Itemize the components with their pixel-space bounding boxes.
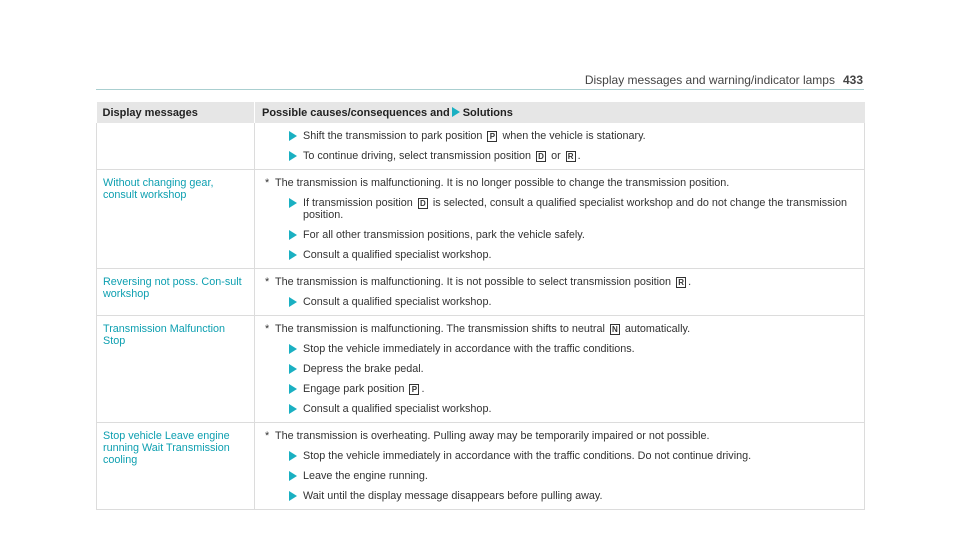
solution-step: Consult a qualified specialist workshop. [261, 249, 858, 261]
gear-r-symbol: R [676, 277, 686, 288]
solution-step: Stop the vehicle immediately in accordance with the traffic conditions. [261, 343, 858, 355]
gear-n-symbol: N [610, 324, 620, 335]
page-number: 433 [842, 73, 863, 87]
message-cell: Transmission Malfunction Stop [97, 316, 255, 423]
arrow-right-icon [289, 230, 297, 240]
asterisk-bullet: * [265, 276, 270, 288]
table-row [97, 316, 865, 423]
gear-p-symbol: P [487, 131, 497, 142]
arrow-right-icon [289, 364, 297, 374]
solution-step: To continue driving, select transmission position D or R . [261, 150, 858, 162]
arrow-right-icon [289, 198, 297, 208]
description-cell [255, 269, 865, 316]
table-row [97, 170, 865, 269]
col-header-solutions-label: Solutions [462, 106, 513, 119]
header-rule [96, 89, 864, 90]
description-cell [255, 423, 865, 510]
solution-step: Leave the engine running. [261, 470, 858, 482]
arrow-right-icon [289, 344, 297, 354]
table-header-row [97, 102, 865, 123]
solution-step: Stop the vehicle immediately in accordance with the traffic conditions. Do not continue driving. [261, 450, 858, 462]
table-row [97, 123, 865, 170]
arrow-right-icon [289, 451, 297, 461]
arrow-right-icon [289, 384, 297, 394]
arrow-right-icon [289, 151, 297, 161]
solution-step: Wait until the display message disappears before pulling away. [261, 490, 858, 502]
description-cell [255, 170, 865, 269]
table-row [97, 269, 865, 316]
display-messages-table [96, 102, 865, 510]
asterisk-bullet: * [265, 323, 270, 335]
solution-step: For all other transmission positions, park the vehicle safely. [261, 229, 858, 241]
message-cell: Reversing not poss. Con-sult workshop [97, 269, 255, 316]
running-header [585, 73, 863, 87]
gear-d-symbol: D [418, 198, 428, 209]
solution-step: Consult a qualified specialist workshop. [261, 403, 858, 415]
message-cell: Without changing gear, consult workshop [97, 170, 255, 269]
table-row [97, 423, 865, 510]
arrow-right-icon [289, 491, 297, 501]
cause-text: * The transmission is malfunctioning. It is no longer possible to change the transmission position. [265, 177, 730, 189]
arrow-right-icon [452, 107, 460, 117]
cause-text: * The transmission is malfunctioning. It is not possible to select transmission position R . [265, 276, 692, 288]
col-header-display-messages: Display messages [97, 102, 255, 123]
description-cell [255, 123, 865, 170]
solution-step: Engage park position P . [261, 383, 858, 395]
arrow-right-icon [289, 404, 297, 414]
solution-step: Consult a qualified specialist workshop. [261, 296, 858, 308]
arrow-right-icon [289, 297, 297, 307]
running-header-title: Display messages and warning/indicator lamps [584, 73, 835, 87]
solution-step: Shift the transmission to park position P when the vehicle is stationary. [261, 130, 858, 142]
arrow-right-icon [289, 131, 297, 141]
arrow-right-icon [289, 471, 297, 481]
arrow-right-icon [289, 250, 297, 260]
message-cell [97, 123, 255, 170]
col-header-causes-label: Possible causes/consequences and [262, 106, 450, 119]
gear-d-symbol: D [536, 151, 546, 162]
solution-step: Depress the brake pedal. [261, 363, 858, 375]
cause-text: * The transmission is overheating. Pulling away may be temporarily impaired or not possible. [265, 430, 710, 442]
gear-p-symbol: P [409, 384, 419, 395]
cause-text: * The transmission is malfunctioning. The transmission shifts to neutral N automatically. [265, 323, 691, 335]
asterisk-bullet: * [265, 430, 270, 442]
description-cell [255, 316, 865, 423]
message-cell: Stop vehicle Leave engine running Wait Transmission cooling [97, 423, 255, 510]
asterisk-bullet: * [265, 177, 270, 189]
col-header-causes [255, 102, 865, 123]
gear-r-symbol: R [566, 151, 576, 162]
solution-step: If transmission position D is selected, consult a qualified specialist workshop and do not change the transmission position. [261, 197, 858, 221]
